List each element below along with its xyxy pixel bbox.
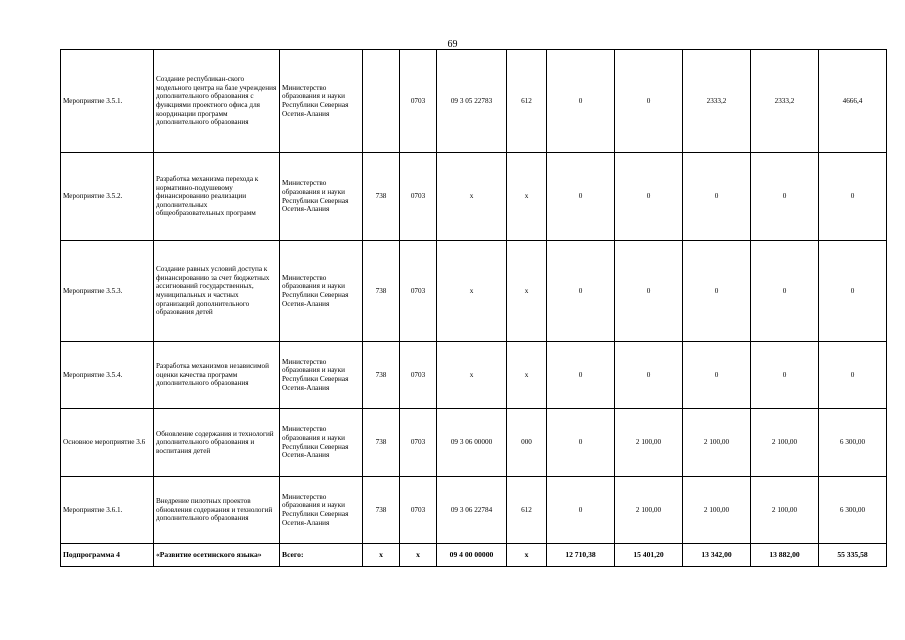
cell-value-4: 0: [751, 241, 819, 342]
cell-rzpr: 0703: [400, 477, 437, 544]
cell-rzpr: х: [400, 544, 437, 567]
cell-csr: х: [437, 342, 507, 409]
cell-csr: 09 3 06 22784: [437, 477, 507, 544]
cell-grbs: 738: [363, 477, 400, 544]
cell-value-2: 15 401,20: [615, 544, 683, 567]
cell-value-4: 0: [751, 153, 819, 241]
cell-csr: 09 4 00 00000: [437, 544, 507, 567]
cell-value-2: 0: [615, 50, 683, 153]
cell-vr: 612: [507, 50, 547, 153]
row-description: «Развитие осетинского языка»: [154, 544, 280, 567]
row-executor: Министерство образования и науки Республики Северная Осетия-Алания: [280, 153, 363, 241]
table-row-subprogram: [61, 544, 887, 567]
cell-grbs: 738: [363, 153, 400, 241]
cell-csr: х: [437, 241, 507, 342]
table-row: [61, 241, 887, 342]
cell-value-2: 0: [615, 153, 683, 241]
row-description: Разработка механизмов независимой оценки качества программ дополнительного образования: [154, 342, 280, 409]
cell-grbs: 738: [363, 342, 400, 409]
cell-value-total: 0: [819, 342, 887, 409]
row-executor: Министерство образования и науки Республики Северная Осетия-Алания: [280, 477, 363, 544]
table-row: [61, 477, 887, 544]
row-name: Мероприятие 3.6.1.: [61, 477, 154, 544]
row-description: Внедрение пилотных проектов обновления содержания и технологий дополнительного образования: [154, 477, 280, 544]
cell-value-4: 2 100,00: [751, 477, 819, 544]
cell-value-total: 0: [819, 153, 887, 241]
row-executor: Министерство образования и науки Республики Северная Осетия-Алания: [280, 241, 363, 342]
page-number: 69: [447, 39, 458, 50]
row-executor: Министерство образования и науки Республики Северная Осетия-Алания: [280, 409, 363, 477]
cell-rzpr: 0703: [400, 342, 437, 409]
cell-value-total: 4666,4: [819, 50, 887, 153]
cell-value-1: 0: [547, 241, 615, 342]
cell-value-2: 2 100,00: [615, 409, 683, 477]
row-description: Обновление содержания и технологий дополнительного образования и воспитания детей: [154, 409, 280, 477]
table-row: [61, 342, 887, 409]
cell-value-3: 2333,2: [683, 50, 751, 153]
cell-value-3: 2 100,00: [683, 409, 751, 477]
cell-value-4: 0: [751, 342, 819, 409]
row-name: Мероприятие 3.5.1.: [61, 50, 154, 153]
cell-value-3: 0: [683, 153, 751, 241]
cell-grbs: х: [363, 544, 400, 567]
cell-vr: 000: [507, 409, 547, 477]
budget-table: [60, 49, 887, 567]
cell-rzpr: 0703: [400, 50, 437, 153]
cell-value-1: 0: [547, 409, 615, 477]
row-name: Мероприятие 3.5.4.: [61, 342, 154, 409]
cell-value-4: 2333,2: [751, 50, 819, 153]
cell-value-3: 0: [683, 241, 751, 342]
cell-value-1: 12 710,38: [547, 544, 615, 567]
cell-vr: х: [507, 342, 547, 409]
row-executor: Министерство образования и науки Республики Северная Осетия-Алания: [280, 342, 363, 409]
cell-value-3: 0: [683, 342, 751, 409]
row-description: Создание республикан-ского модельного центра на базе учреждения дополнительного образования с функциями проектного офиса для координации программ дополнительного образования: [154, 50, 280, 153]
cell-value-1: 0: [547, 477, 615, 544]
cell-csr: 09 3 05 22783: [437, 50, 507, 153]
cell-grbs: 738: [363, 409, 400, 477]
cell-value-2: 0: [615, 241, 683, 342]
cell-vr: 612: [507, 477, 547, 544]
row-executor: Министерство образования и науки Республики Северная Осетия-Алания: [280, 50, 363, 153]
row-description: Создание равных условий доступа к финансированию за счет бюджетных ассигнований государственных, муниципальных и частных организаций дополнительного образования детей: [154, 241, 280, 342]
cell-rzpr: 0703: [400, 153, 437, 241]
row-name: Мероприятие 3.5.2.: [61, 153, 154, 241]
cell-vr: х: [507, 241, 547, 342]
cell-csr: 09 3 06 00000: [437, 409, 507, 477]
cell-vr: х: [507, 544, 547, 567]
cell-value-2: 0: [615, 342, 683, 409]
cell-grbs: [363, 50, 400, 153]
cell-value-total: 6 300,00: [819, 409, 887, 477]
cell-value-1: 0: [547, 342, 615, 409]
row-executor: Всего:: [280, 544, 363, 567]
cell-value-3: 13 342,00: [683, 544, 751, 567]
row-name: Основное мероприятие 3.6: [61, 409, 154, 477]
table-row: [61, 153, 887, 241]
cell-value-2: 2 100,00: [615, 477, 683, 544]
cell-vr: х: [507, 153, 547, 241]
cell-value-1: 0: [547, 153, 615, 241]
table-row: [61, 50, 887, 153]
cell-value-4: 2 100,00: [751, 409, 819, 477]
cell-value-1: 0: [547, 50, 615, 153]
cell-csr: х: [437, 153, 507, 241]
cell-value-total: 55 335,58: [819, 544, 887, 567]
row-name: Подпрограмма 4: [61, 544, 154, 567]
cell-value-total: 0: [819, 241, 887, 342]
cell-rzpr: 0703: [400, 241, 437, 342]
cell-value-3: 2 100,00: [683, 477, 751, 544]
table-row: [61, 409, 887, 477]
cell-value-total: 6 300,00: [819, 477, 887, 544]
cell-value-4: 13 882,00: [751, 544, 819, 567]
row-name: Мероприятие 3.5.3.: [61, 241, 154, 342]
cell-grbs: 738: [363, 241, 400, 342]
cell-rzpr: 0703: [400, 409, 437, 477]
row-description: Разработка механизма перехода к нормативно-подушевому финансированию реализации дополнительных общеобразовательных программ: [154, 153, 280, 241]
